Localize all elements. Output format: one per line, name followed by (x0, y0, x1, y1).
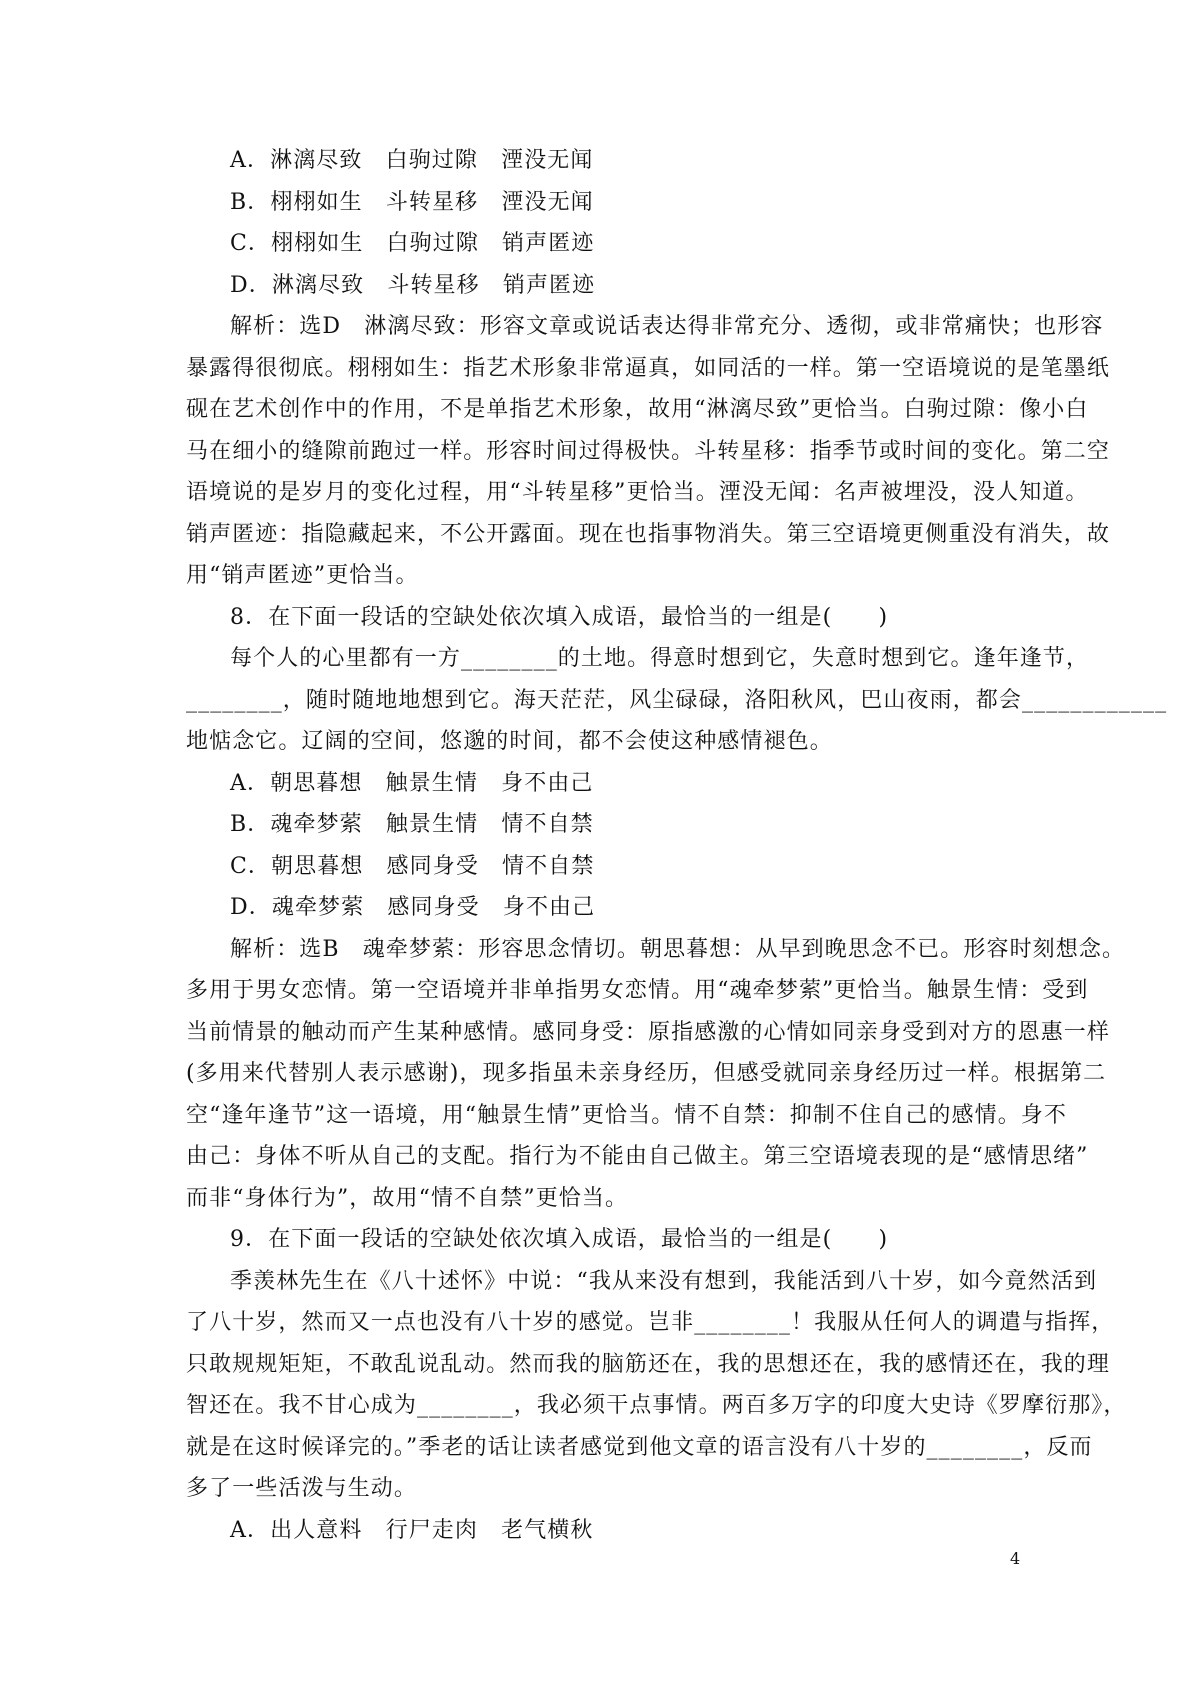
document-body (186, 140, 1168, 1551)
q7-option-c: C．栩栩如生 白驹过隙 销声匿迹 (230, 231, 595, 256)
q9-passage-line: 季羡林先生在《八十述怀》中说：“我从来没有想到，我能活到八十岁，如今竟然活到 (230, 1268, 1098, 1294)
q9-passage-line: 只敢规规矩矩，不敢乱说乱动。然而我的脑筋还在，我的思想还在，我的感情还在，我的理 (186, 1351, 1111, 1377)
q7-analysis-line: 用“销声匿迹”更恰当。 (186, 563, 419, 588)
q8-question: 8．在下面一段话的空缺处依次填入成语，最恰当的一组是( ) (230, 604, 889, 630)
q7-analysis-line: 销声匿迹：指隐藏起来，不公开露面。现在也指事物消失。第三空语境更侧重没有消失，故 (186, 521, 1111, 547)
q9-passage-line: 智还在。我不甘心成为________，我必须干点事情。两百多万字的印度大史诗《罗摩衍那》， (186, 1393, 1127, 1418)
q9-passage-line: 就是在这时候译完的。”季老的话让读者感觉到他文章的语言没有八十岁的________，反而 (186, 1434, 1093, 1460)
q7-analysis-line: 马在细小的缝隙前跑过一样。形容时间过得极快。斗转星移：指季节或时间的变化。第二空 (186, 438, 1111, 464)
q8-passage-line: 地惦念它。辽阔的空间，悠邈的时间，都不会使这种感情褪色。 (186, 729, 833, 754)
q7-option-b: B．栩栩如生 斗转星移 湮没无闻 (230, 189, 594, 215)
q8-analysis-line: 多用于男女恋情。第一空语境并非单指男女恋情。用“魂牵梦萦”更恰当。触景生情：受到 (186, 978, 1089, 1003)
q7-analysis-line: 砚在艺术创作中的作用，不是单指艺术形象，故用“淋漓尽致”更恰当。白驹过隙：像小白 (186, 397, 1089, 422)
q8-analysis-line: 当前情景的触动而产生某种感情。感同身受：原指感激的心情如同亲身受到对方的恩惠一样 (186, 1019, 1111, 1045)
q8-analysis-line: 空“逢年逢节”这一语境，用“触景生情”更恰当。情不自禁：抑制不住自己的感情。身不 (186, 1102, 1067, 1128)
q7-analysis-line: 暴露得很彻底。栩栩如生：指艺术形象非常逼真，如同活的一样。第一空语境说的是笔墨纸 (186, 355, 1111, 381)
q7-option-a: A．淋漓尽致 白驹过隙 湮没无闻 (230, 148, 594, 173)
q7-analysis-line: 解析：选D 淋漓尽致：形容文章或说话表达得非常充分、透彻，或非常痛快；也形容 (230, 314, 1104, 339)
q9-question: 9．在下面一段话的空缺处依次填入成语，最恰当的一组是( ) (230, 1227, 889, 1252)
q9-passage-line: 多了一些活泼与生动。 (186, 1476, 418, 1501)
q7-option-d: D．淋漓尽致 斗转星移 销声匿迹 (230, 272, 596, 298)
q8-option-a: A．朝思暮想 触景生情 身不由己 (230, 770, 594, 796)
q8-analysis-line: 而非“身体行为”，故用“情不自禁”更恰当。 (186, 1185, 629, 1211)
q8-analysis-line: 由己：身体不听从自己的支配。指行为不能由自己做主。第三空语境表现的是“感情思绪” (186, 1144, 1089, 1169)
page-number: 4 (1010, 1549, 1021, 1568)
q8-analysis-line: (多用来代替别人表示感谢)，现多指虽未亲身经历，但感受就同亲身经历过一样。根据第二 (186, 1061, 1107, 1086)
q8-passage-line: ________，随时随地地想到它。海天茫茫，风尘碌碌，洛阳秋风，巴山夜雨，都会____________ (186, 687, 1168, 713)
q9-passage-line: 了八十岁，然而又一点也没有八十岁的感觉。岂非________！我服从任何人的调遣与指挥， (186, 1310, 1115, 1335)
q8-passage-line: 每个人的心里都有一方________的土地。得意时想到它，失意时想到它。逢年逢节， (230, 646, 1090, 671)
q8-option-b: B．魂牵梦萦 触景生情 情不自禁 (230, 812, 594, 837)
q8-analysis-line: 解析：选B 魂牵梦萦：形容思念情切。朝思暮想：从早到晚思念不已。形容时刻想念。 (230, 936, 1126, 962)
q8-option-d: D．魂牵梦萦 感同身受 身不由己 (230, 895, 596, 920)
q8-option-c: C．朝思暮想 感同身受 情不自禁 (230, 853, 595, 879)
q7-analysis-line: 语境说的是岁月的变化过程，用“斗转星移”更恰当。湮没无闻：名声被埋没，没人知道。 (186, 480, 1089, 505)
q9-option-a: A．出人意料 行尸走肉 老气横秋 (230, 1517, 594, 1543)
